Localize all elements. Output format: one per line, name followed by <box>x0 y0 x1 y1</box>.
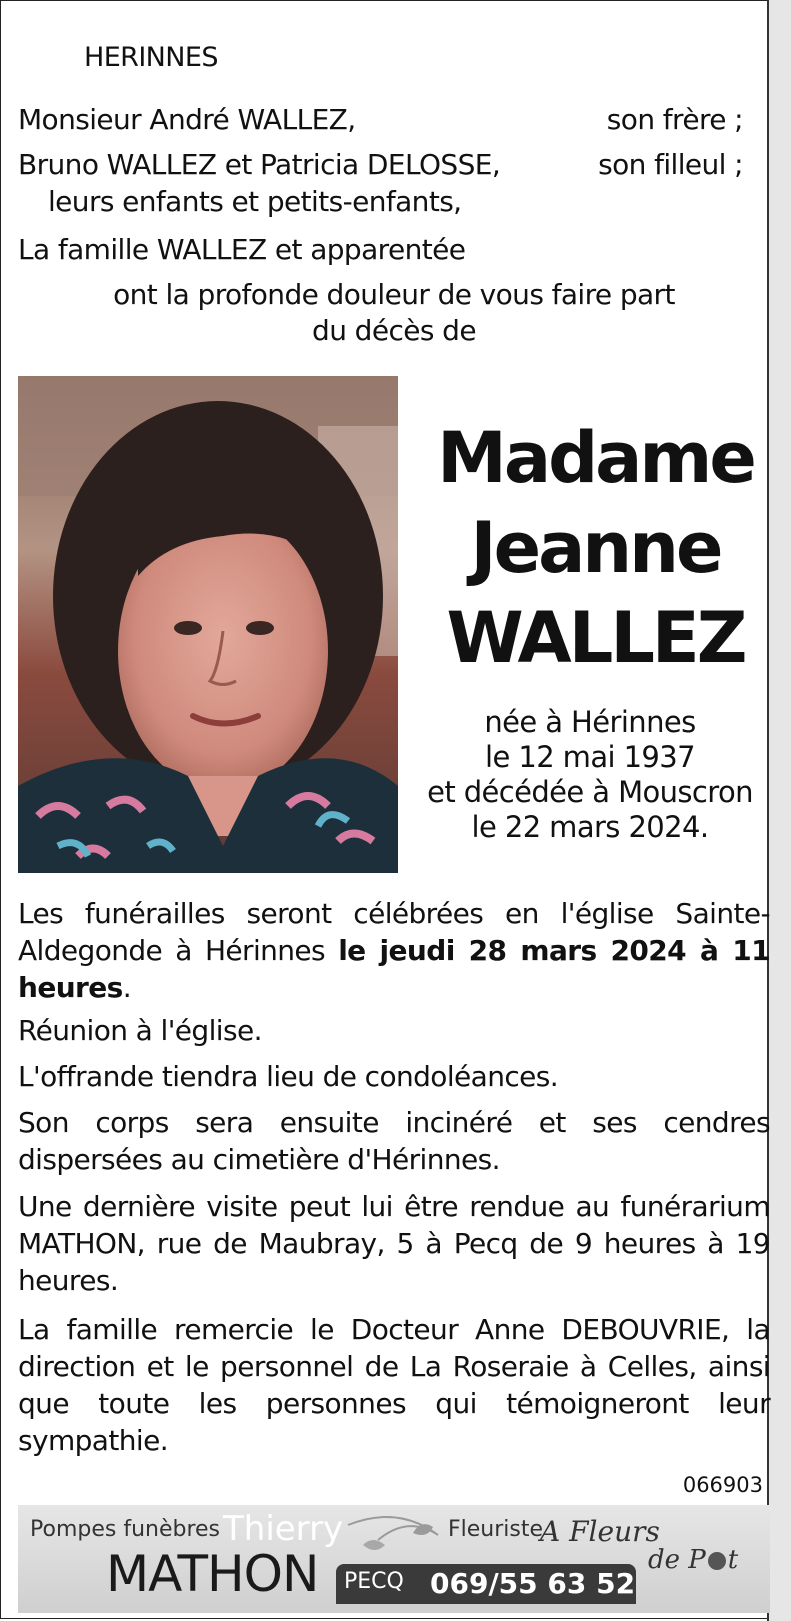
pot-o-icon <box>708 1552 726 1570</box>
funeral-paragraph <box>18 895 770 1006</box>
banner-fleuriste: Fleuriste <box>448 1517 544 1542</box>
banner-pompes: Pompes funèbres <box>30 1517 221 1542</box>
family-relation-2: son filleul ; <box>598 148 743 181</box>
family-name-1: Monsieur André WALLEZ, <box>18 103 356 136</box>
banner-pot-end: t <box>727 1545 739 1575</box>
banner-mathon: MATHON <box>106 1545 319 1603</box>
sponsor-banner <box>18 1505 770 1613</box>
birth-date: le 12 mai 1937 <box>485 740 695 774</box>
reference-number: 066903 <box>682 1473 763 1497</box>
announcement-line-2: du décès de <box>312 314 476 347</box>
location-header: HERINNES <box>84 42 218 73</box>
funeral-datetime: le jeudi 28 mars 2024 à 11 heures <box>18 934 770 1004</box>
meeting-paragraph: Réunion à l'église. <box>18 1014 262 1047</box>
banner-de-pot-text: de P <box>648 1545 706 1575</box>
thanks-paragraph: La famille remercie le Docteur Anne DEBOUVRIE, la direction et le personnel de La Roseraie à Celles, ainsi que toute les personnes qui témoigneront leur sympathie. <box>18 1313 770 1457</box>
banner-phone: 069/55 63 52 <box>430 1567 636 1600</box>
banner-a-fleurs: A Fleurs <box>540 1515 660 1548</box>
banner-pecq: PECQ <box>344 1569 404 1594</box>
banner-de-pot <box>648 1545 738 1575</box>
funeral-intro: Les funérailles seront célébrées en l'église Sainte-Aldegonde à Hérinnes <box>18 897 770 967</box>
family-name-3: leurs enfants et petits-enfants, <box>48 185 462 218</box>
family-relation-1: son frère ; <box>606 103 743 136</box>
visit-paragraph: Une dernière visite peut lui être rendue au funérarium MATHON, rue de Maubray, 5 à Pecq de 9 heures à 19 heures. <box>18 1190 770 1297</box>
announcement-line-1: ont la profonde douleur de vous faire part <box>113 278 675 311</box>
funeral-end: . <box>122 971 132 1004</box>
cremation-paragraph: Son corps sera ensuite incinéré et ses cendres dispersées au cimetière d'Hérinnes. <box>18 1106 770 1176</box>
birth-place: née à Hérinnes <box>484 705 696 739</box>
banner-thierry: Thierry <box>223 1509 344 1549</box>
deceased-last-name: WALLEZ <box>446 597 745 679</box>
death-date: le 22 mars 2024. <box>471 810 709 844</box>
family-name-4: La famille WALLEZ et apparentée <box>18 233 466 266</box>
portrait-photo <box>18 376 398 873</box>
family-name-2: Bruno WALLEZ et Patricia DELOSSE, <box>18 148 501 181</box>
deceased-first-name: Jeanne <box>470 507 721 589</box>
death-place: et décédée à Mouscron <box>427 775 753 809</box>
deceased-title: Madame <box>437 417 754 499</box>
offering-paragraph: L'offrande tiendra lieu de condoléances. <box>18 1060 559 1093</box>
